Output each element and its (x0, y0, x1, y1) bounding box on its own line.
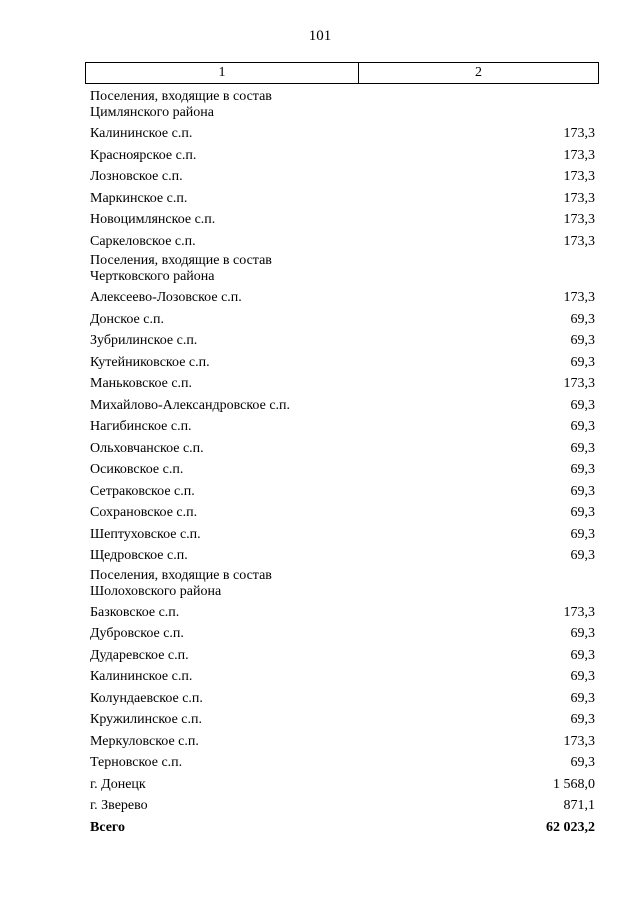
table-row (90, 731, 595, 753)
settlement-name: Михайлово-Александровское с.п. (90, 397, 291, 413)
settlement-name: Калининское с.п. (90, 669, 193, 684)
amount-value: 1 568,0 (553, 776, 595, 792)
total-row (90, 817, 595, 839)
table-row (90, 623, 595, 645)
amount-value: 173,3 (563, 376, 595, 391)
table-row (90, 602, 595, 624)
amount-value: 69,3 (570, 755, 595, 770)
settlement-name: г. Зверево (90, 798, 148, 813)
settlement-name: Калининское с.п. (90, 126, 193, 141)
group-header-row (90, 567, 595, 602)
amount-value: 69,3 (570, 712, 595, 727)
table-row (90, 352, 595, 374)
amount-value: 173,3 (563, 733, 595, 749)
table-row (90, 287, 595, 309)
amount-value: 69,3 (570, 397, 595, 413)
group-title: Поселения, входящие в состав Цимлянского района (90, 89, 272, 120)
settlement-name: Осиковское с.п. (90, 462, 184, 477)
table-row (90, 373, 595, 395)
settlement-name: Алексеево-Лозовское с.п. (90, 290, 242, 305)
amount-value: 173,3 (563, 126, 595, 141)
amount-value: 69,3 (570, 690, 595, 706)
amount-value: 69,3 (570, 440, 595, 456)
settlement-name: Лозновское с.п. (90, 169, 183, 184)
table-row (90, 123, 595, 145)
table-row (90, 795, 595, 817)
table-header (85, 62, 599, 84)
settlement-name: Дударевское с.п. (90, 647, 189, 663)
table-row (90, 481, 595, 503)
column-header-2: 2 (475, 65, 482, 80)
table-row (90, 774, 595, 796)
amount-value: 173,3 (563, 212, 595, 227)
settlement-name: Сохрановское с.п. (90, 505, 198, 520)
settlement-name: Зубрилинское с.п. (90, 333, 198, 348)
amount-value: 69,3 (570, 483, 595, 499)
settlement-name: Новоцимлянское с.п. (90, 212, 216, 227)
settlement-name: Терновское с.п. (90, 755, 183, 770)
settlement-name: г. Донецк (90, 776, 146, 792)
page-number: 101 (308, 28, 332, 44)
settlement-name: Красноярское с.п. (90, 147, 197, 163)
amount-value: 69,3 (570, 419, 595, 434)
table-row (90, 145, 595, 167)
settlement-name: Колундаевское с.п. (90, 690, 203, 706)
column-header-1: 1 (86, 63, 359, 83)
table-row (90, 524, 595, 546)
group-header-row (90, 252, 595, 287)
amount-value: 173,3 (563, 233, 595, 249)
table-row (90, 309, 595, 331)
amount-value: 173,3 (563, 290, 595, 305)
settlement-name: Донское с.п. (90, 311, 164, 327)
amount-value: 69,3 (570, 354, 595, 370)
settlement-name: Маркинское с.п. (90, 190, 188, 206)
settlement-name: Щедровское с.п. (90, 548, 188, 563)
amount-value: 69,3 (570, 626, 595, 641)
settlement-name: Нагибинское с.п. (90, 419, 192, 434)
settlement-name: Сетраковское с.п. (90, 483, 195, 499)
table-row (90, 545, 595, 567)
table-row (90, 502, 595, 524)
amount-value: 173,3 (563, 147, 595, 163)
table-row (90, 438, 595, 460)
settlement-name: Кружилинское с.п. (90, 712, 202, 727)
amount-value: 62 023,2 (546, 819, 595, 835)
table-row (90, 459, 595, 481)
amount-value: 871,1 (563, 798, 595, 813)
table-row (90, 231, 595, 253)
table-row (90, 416, 595, 438)
settlement-name: Дубровское с.п. (90, 626, 184, 641)
amount-value: 69,3 (570, 548, 595, 563)
settlement-name: Маньковское с.п. (90, 376, 193, 391)
amount-value: 173,3 (563, 604, 595, 620)
table-row (90, 166, 595, 188)
amount-value: 69,3 (570, 311, 595, 327)
settlement-name: Всего (90, 819, 125, 835)
table-row (90, 188, 595, 210)
amount-value: 69,3 (570, 669, 595, 684)
amount-value: 173,3 (563, 190, 595, 206)
table-row (90, 688, 595, 710)
amount-value: 69,3 (570, 333, 595, 348)
table-row (90, 395, 595, 417)
group-title: Поселения, входящие в состав Шолоховского района (90, 567, 272, 599)
settlement-name: Меркуловское с.п. (90, 733, 199, 749)
table-body (90, 88, 595, 838)
amount-value: 69,3 (570, 526, 595, 542)
settlement-name: Шептуховское с.п. (90, 526, 201, 542)
amount-value: 69,3 (570, 647, 595, 663)
settlement-name: Ольховчанское с.п. (90, 440, 204, 456)
table-row (90, 645, 595, 667)
table-row (90, 752, 595, 774)
table-row (90, 330, 595, 352)
amount-value: 69,3 (570, 462, 595, 477)
settlement-name: Саркеловское с.п. (90, 233, 196, 249)
settlement-name: Базковское с.п. (90, 604, 180, 620)
table-row (90, 709, 595, 731)
amount-value: 69,3 (570, 505, 595, 520)
settlement-name: Кутейниковское с.п. (90, 354, 210, 370)
group-header-row (90, 88, 595, 123)
group-title: Поселения, входящие в состав Чертковского района (90, 253, 272, 284)
table-row (90, 209, 595, 231)
amount-value: 173,3 (563, 169, 595, 184)
table-row (90, 666, 595, 688)
